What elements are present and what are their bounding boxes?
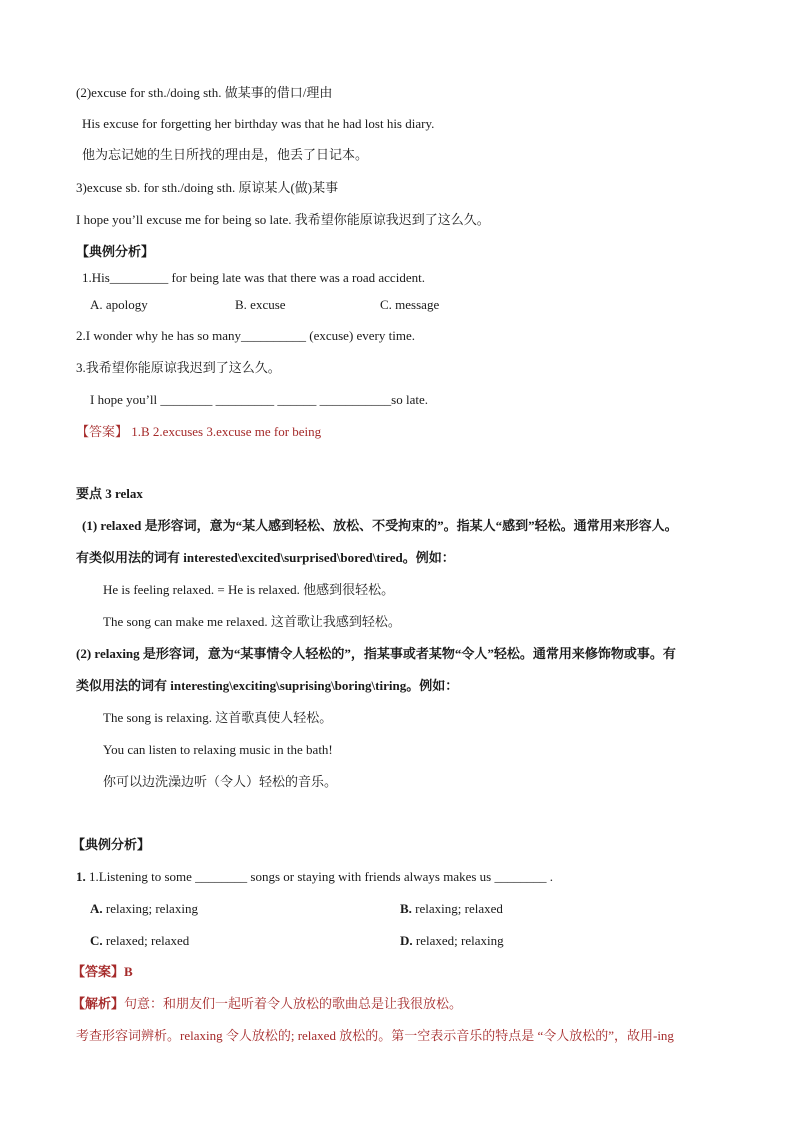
paragraph-relaxed-cont: 有类似用法的词有 interested\excited\surprised\bored\tired。例如： bbox=[76, 550, 455, 565]
paragraph-relaxing-cont: 类似用法的词有 interesting\exciting\suprising\boring\tiring。例如： bbox=[76, 678, 459, 693]
question-3-blank: I hope you’ll ________ _________ ______ ___________so late. bbox=[90, 392, 428, 407]
example-sentence: You can listen to relaxing music in the bath! bbox=[103, 742, 333, 757]
question-text: 1.Listening to some ________ songs or staying with friends always makes us ________ . bbox=[89, 869, 553, 884]
option-a: A. relaxing; relaxing bbox=[90, 901, 198, 916]
example-sentence: The song can make me relaxed. 这首歌让我感到轻松。 bbox=[103, 614, 401, 629]
example-sentence: His excuse for forgetting her birthday was that he had lost his diary. bbox=[82, 116, 435, 131]
option-c: C. relaxed; relaxed bbox=[90, 933, 190, 948]
example-translation: 他为忘记她的生日所找的理由是，他丢了日记本。 bbox=[82, 148, 369, 163]
answer-line bbox=[72, 963, 133, 981]
note-excuse-for: (2)excuse for sth./doing sth. 做某事的借口/理由 bbox=[76, 85, 333, 100]
section-heading: 【典例分析】 bbox=[76, 244, 155, 259]
answer-text: 1.B 2.excuses 3.excuse me for being bbox=[131, 424, 322, 439]
explanation-label: 【解析】 bbox=[72, 996, 125, 1011]
question-number: 1. bbox=[76, 869, 89, 884]
option-c: C. message bbox=[380, 297, 440, 312]
question-3: 3.我希望你能原谅我迟到了这么久。 bbox=[76, 360, 281, 375]
paragraph-relaxed: (1) relaxed 是形容词，意为“某人感到轻松、放松、不受拘束的”。指某人“感到”轻松。通常用来形容人。 bbox=[82, 518, 678, 533]
example-sentence: The song is relaxing. 这首歌真使人轻松。 bbox=[103, 710, 333, 725]
note-excuse-sb: 3)excuse sb. for sth./doing sth. 原谅某人(做)某事 bbox=[76, 180, 339, 195]
paragraph-relaxing: (2) relaxing 是形容词，意为“某事情令人轻松的”，指某事或者某物“令人”轻松。通常用来修饰物或事。有 bbox=[76, 646, 676, 661]
explanation-line-2: 考查形容词辨析。relaxing 令人放松的; relaxed 放松的。第一空表示音乐的特点是 “令人放松的”，故用-ing bbox=[76, 1028, 674, 1043]
example-sentence: He is feeling relaxed. = He is relaxed. 他感到很轻松。 bbox=[103, 582, 395, 597]
answer-line bbox=[76, 423, 321, 441]
answer-label: 【答案】 bbox=[76, 424, 129, 439]
example-sentence: I hope you’ll excuse me for being so late. 我希望你能原谅我迟到了这么久。 bbox=[76, 212, 490, 227]
question-2: 2.I wonder why he has so many__________ (excuse) every time. bbox=[76, 328, 415, 343]
question-4 bbox=[76, 868, 553, 886]
option-b: B. excuse bbox=[235, 297, 286, 312]
answer-text: B bbox=[124, 964, 133, 979]
explanation-line bbox=[72, 995, 462, 1013]
key-point-title: 要点 3 relax bbox=[76, 486, 143, 501]
option-b: B. relaxing; relaxed bbox=[400, 901, 503, 916]
answer-label: 【答案】 bbox=[72, 964, 125, 979]
explanation-text: 句意：和朋友们一起听着令人放松的歌曲总是让我很放松。 bbox=[124, 996, 463, 1011]
section-heading: 【典例分析】 bbox=[72, 837, 151, 852]
question-1: 1.His_________ for being late was that there was a road accident. bbox=[82, 270, 425, 285]
example-translation: 你可以边洗澡边听（令人）轻松的音乐。 bbox=[103, 774, 338, 789]
option-d: D. relaxed; relaxing bbox=[400, 933, 504, 948]
option-a: A. apology bbox=[90, 297, 148, 312]
